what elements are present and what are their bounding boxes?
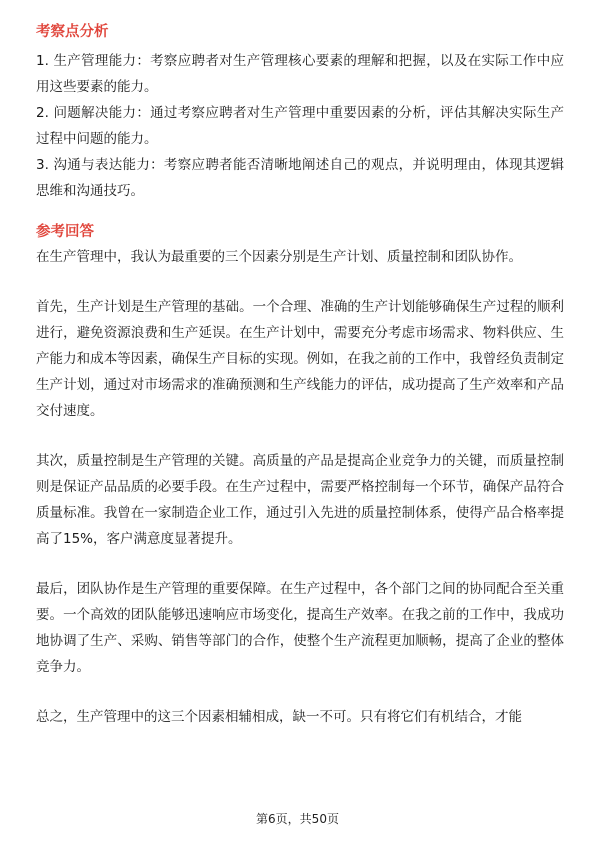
page-number: 第6页，共50页 [256,812,339,826]
analysis-item-2: 2. 问题解决能力：通过考察应聘者对生产管理中重要因素的分析，评估其解决实际生产过程中问题的能力。 [36,105,564,147]
paragraph-gap [36,424,564,448]
paragraph-gap [36,552,564,576]
answer-paragraph-4: 总之，生产管理中的这三个因素相辅相成，缺一不可。只有将它们有机结合，才能 [36,709,522,725]
answer-paragraph-2: 其次，质量控制是生产管理的关键。高质量的产品是提高企业竞争力的关键，而质量控制则是保证产品品质的必要手段。在生产过程中，需要严格控制每一个环节，确保产品符合质量标准。我曾在一家制造企业工作，通过引入先进的质量控制体系，使得产品合格率提高了15%，客户满意度显著提升。 [36,453,564,547]
analysis-item-1: 1. 生产管理能力：考察应聘者对生产管理核心要素的理解和把握，以及在实际工作中应用这些要素的能力。 [36,53,564,95]
analysis-heading: 考察点分析 [36,24,109,40]
paragraph-gap [36,270,564,294]
answer-paragraph-3: 最后，团队协作是生产管理的重要保障。在生产过程中，各个部门之间的协同配合至关重要。一个高效的团队能够迅速响应市场变化，提高生产效率。在我之前的工作中，我成功地协调了生产、采购、销售等部门的合作，使整个生产流程更加顺畅，提高了企业的整体竞争力。 [36,581,564,675]
paragraph-gap [36,680,564,704]
analysis-item-3: 3. 沟通与表达能力：考察应聘者能否清晰地阐述自己的观点，并说明理由，体现其逻辑思维和沟通技巧。 [36,157,564,199]
answer-intro: 在生产管理中，我认为最重要的三个因素分别是生产计划、质量控制和团队协作。 [36,249,522,265]
answer-paragraph-1: 首先，生产计划是生产管理的基础。一个合理、准确的生产计划能够确保生产过程的顺利进行，避免资源浪费和生产延误。在生产计划中，需要充分考虑市场需求、物料供应、生产能力和成本等因素，确保生产目标的实现。例如，在我之前的工作中，我曾经负责制定生产计划，通过对市场需求的准确预测和生产线能力的评估，成功提高了生产效率和产品交付速度。 [36,299,564,419]
answer-heading: 参考回答 [36,224,94,240]
document-page [36,22,564,730]
